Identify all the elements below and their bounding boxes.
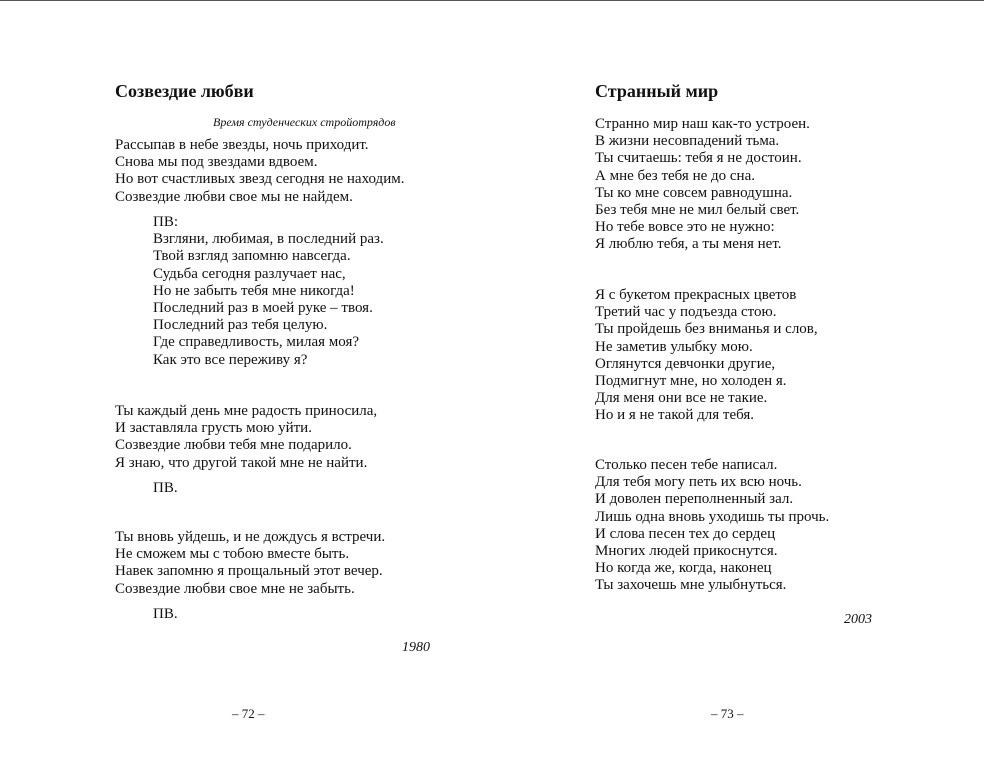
poem-year: 1980 (402, 640, 430, 655)
poem-line: Как это все переживу я? (153, 351, 308, 368)
poem-line: Но когда же, когда, наконец (595, 560, 772, 577)
poem-line: А мне без тебя не до сна. (595, 167, 755, 184)
stanza (115, 529, 385, 598)
poem-line: В жизни несовпадений тьма. (595, 133, 780, 150)
poem-line: Твой взгляд запомню навсегда. (153, 248, 351, 265)
poem-line: Для меня они все не такие. (595, 390, 768, 407)
stanza (595, 116, 810, 254)
poem-line: Без тебя мне не мил белый свет. (595, 201, 800, 218)
stanza (115, 403, 377, 472)
page-number: – 72 – (232, 706, 265, 721)
poem-line: Где справедливость, милая моя? (153, 334, 360, 351)
poem-line: Для тебя могу петь их всю ночь. (595, 474, 802, 491)
poem-line: Но вот счастливых звезд сегодня не находим. (115, 171, 405, 188)
poem-line: Навек запомню я прощальный этот вечер. (115, 563, 383, 580)
poem-line: Ты каждый день мне радость приносила, (115, 403, 378, 419)
poem-line: Ты вновь уйдешь, и не дождусь я встречи. (115, 529, 386, 545)
poem-line: Ты ко мне совсем равнодушна. (595, 184, 793, 201)
right-page (595, 0, 885, 784)
poem-line: Но тебе вовсе это не нужно: (595, 219, 775, 236)
poem-line: Ты захочешь мне улыбнуться. (595, 577, 787, 594)
poem-line: Рассыпав в небе звезды, ночь приходит. (115, 137, 369, 153)
poem-line: Созвездие любви свое мы не найдем. (115, 188, 353, 205)
poem-line: Но и я не такой для тебя. (595, 407, 755, 424)
poem-line: Не заметив улыбку мою. (595, 338, 753, 355)
poem-line: Созвездие любви тебя мне подарило. (115, 437, 352, 454)
refrain-stanza (153, 606, 178, 623)
poem-line: Ты считаешь: тебя я не достоин. (595, 150, 802, 167)
refrain-stanza (153, 214, 384, 369)
poem-line: Лишь одна вновь уходишь ты прочь. (595, 508, 830, 525)
poem-line: ПВ. (153, 606, 178, 622)
poem-line: ПВ: (153, 214, 179, 230)
poem-line: И доволен переполненный зал. (595, 491, 794, 508)
poem-line: Столько песен тебе написал. (595, 457, 778, 473)
poem-line: Но не забыть тебя мне никогда! (153, 282, 355, 299)
poem-line: И слова песен тех до сердец (595, 525, 776, 542)
stanza (115, 137, 404, 206)
poem-line: Последний раз тебя целую. (153, 317, 328, 334)
poem-line: Не сможем мы с тобою вместе быть. (115, 546, 350, 563)
left-page (115, 0, 445, 784)
poem-line: И заставляла грусть мою уйти. (115, 420, 312, 437)
poem-line: Я люблю тебя, а ты меня нет. (595, 236, 782, 253)
poem-line: Странно мир наш как-то устроен. (595, 116, 810, 132)
poem-line: Взгляни, любимая, в последний раз. (153, 231, 384, 248)
poem-line: Многих людей прикоснутся. (595, 542, 778, 559)
poem-line: Судьба сегодня разлучает нас, (153, 265, 346, 282)
poem-line: Созвездие любви свое мне не забыть. (115, 580, 355, 597)
refrain-stanza (153, 480, 178, 497)
poem-title: Созвездие любви (115, 81, 254, 101)
poem-year: 2003 (844, 612, 872, 627)
poem-line: Я знаю, что другой такой мне не найти. (115, 454, 368, 471)
stanza (595, 287, 818, 425)
poem-line: Снова мы под звездами вдвоем. (115, 154, 318, 171)
poem-line: Подмигнут мне, но холоден я. (595, 372, 787, 389)
poem-epigraph: Время студенческих стройотрядов (213, 115, 396, 129)
poem-line: Ты пройдешь без вниманья и слов, (595, 321, 818, 338)
poem-line: Третий час у подъезда стою. (595, 304, 777, 321)
poem-line: Последний раз в моей руке – твоя. (153, 299, 373, 316)
poem-title: Странный мир (595, 81, 719, 101)
stanza (595, 457, 829, 595)
page-number: – 73 – (711, 706, 744, 721)
poem-line: ПВ. (153, 480, 178, 496)
poem-line: Оглянутся девчонки другие, (595, 355, 776, 372)
poem-line: Я с букетом прекрасных цветов (595, 287, 797, 303)
